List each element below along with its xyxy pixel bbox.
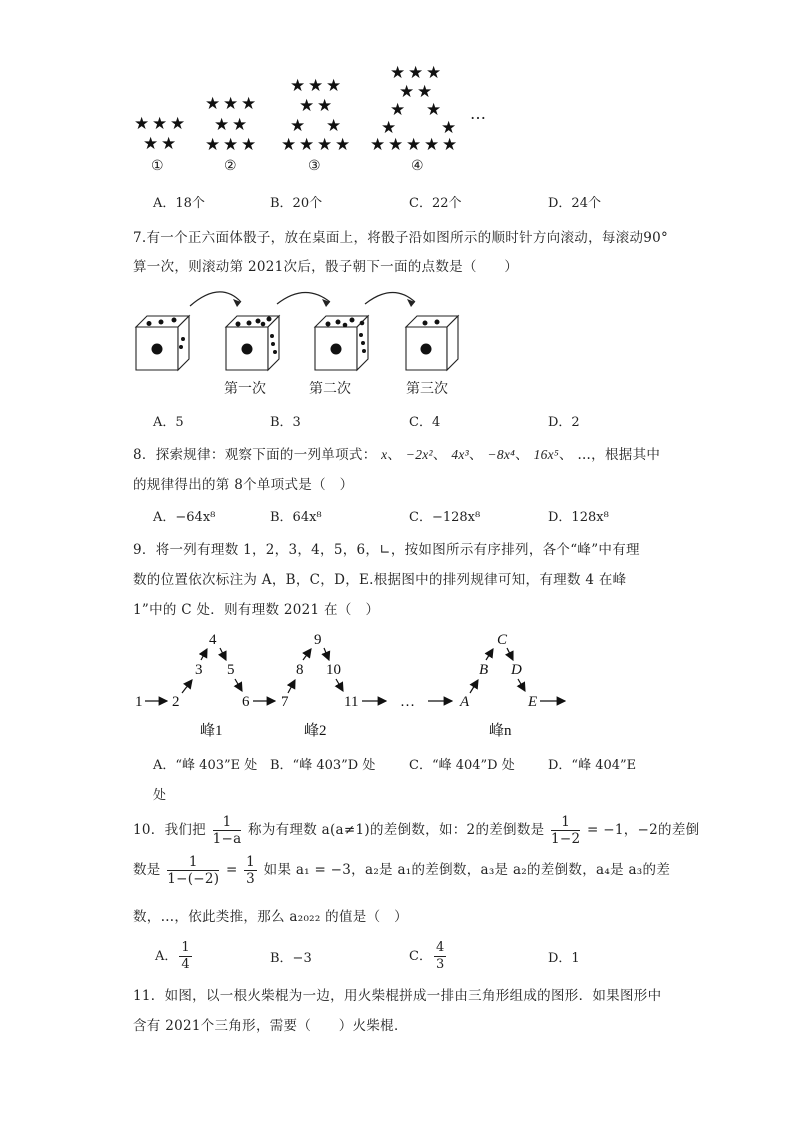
star: ★ bbox=[426, 100, 442, 120]
figure-label: ③ bbox=[308, 158, 321, 174]
star: ★ bbox=[214, 115, 230, 135]
option-c[interactable]: C． $\frac{4}{3}$ bbox=[409, 940, 445, 972]
option-a[interactable]: A．−64x⁸ bbox=[153, 510, 216, 525]
option-c[interactable]: C．“峰 404”D 处 bbox=[409, 758, 515, 773]
star: ★ bbox=[388, 135, 404, 155]
star: ★ bbox=[152, 114, 168, 134]
dice-label-1: 第一次 bbox=[224, 381, 266, 397]
peak-letter: E bbox=[528, 694, 538, 710]
star: ★ bbox=[223, 94, 239, 114]
fraction: $\frac{1}{1-2}$ bbox=[551, 814, 581, 847]
fraction: $\frac{1}{1-(-2)}$ bbox=[167, 854, 220, 887]
option-a[interactable]: A．5 bbox=[153, 415, 184, 430]
q10-part: 10．我们把 bbox=[133, 822, 206, 838]
seq-number: 6 bbox=[242, 694, 250, 710]
star: ★ bbox=[299, 96, 315, 116]
seq-number: 9 bbox=[314, 632, 322, 648]
q10-part: 称为有理数 a(a≠1)的差倒数，如：2的差倒数是 bbox=[248, 822, 545, 838]
star: ★ bbox=[241, 94, 257, 114]
dice-label-2: 第二次 bbox=[309, 381, 351, 397]
option-a[interactable]: A． $\frac{1}{4}$ bbox=[155, 940, 190, 972]
star: ★ bbox=[390, 100, 406, 120]
roll-arrow bbox=[277, 292, 330, 304]
peak-label: 峰1 bbox=[200, 723, 223, 739]
q10-text-line2 bbox=[133, 854, 670, 887]
star: ★ bbox=[205, 94, 221, 114]
seq-number: 11 bbox=[344, 694, 359, 710]
dice-figure bbox=[125, 280, 475, 380]
star: ★ bbox=[299, 135, 315, 155]
q11-text-line1: 11．如图，以一根火柴棍为一边，用火柴棍拼成一排由三角形组成的图形．如果图形中 bbox=[133, 988, 662, 1004]
option-b[interactable]: B．“峰 403”D 处 bbox=[270, 758, 376, 773]
die-4 bbox=[406, 316, 458, 370]
star: ★ bbox=[417, 82, 433, 102]
term: 4x³ bbox=[451, 447, 470, 462]
dice-label-3: 第三次 bbox=[406, 381, 448, 397]
star: ★ bbox=[441, 118, 457, 138]
die-2 bbox=[226, 316, 279, 370]
q8-prefix: 8．探索规律：观察下面的一列单项式： bbox=[133, 447, 377, 463]
option-b[interactable]: B．64x⁸ bbox=[270, 510, 322, 525]
q9-text-line2: 数的位置依次标注为 A，B，C，D，E.根据图中的排列规律可知，有理数 4 在峰 bbox=[133, 572, 627, 588]
q10-part: 数是 bbox=[133, 862, 161, 878]
seq-number: 4 bbox=[209, 632, 217, 648]
equals-sign: = bbox=[225, 862, 238, 878]
star: ★ bbox=[143, 134, 159, 154]
figure-label: ① bbox=[151, 158, 164, 174]
peak-letter: D bbox=[511, 662, 522, 678]
ellipsis: … bbox=[400, 694, 415, 710]
seq-number: 7 bbox=[281, 694, 289, 710]
seq-number: 3 bbox=[195, 662, 203, 678]
q8-text-line1: 8．探索规律：观察下面的一列单项式： x、 −2x²、 4x³、 −8x⁴、 16x⁵、 …，根据其中 bbox=[133, 447, 661, 463]
star: ★ bbox=[370, 135, 386, 155]
star: ★ bbox=[290, 116, 306, 136]
option-d[interactable]: D．2 bbox=[548, 415, 580, 430]
seq-number: 10 bbox=[326, 662, 341, 678]
star: ★ bbox=[399, 82, 415, 102]
star: ★ bbox=[317, 96, 333, 116]
star: ★ bbox=[170, 114, 186, 134]
star: ★ bbox=[442, 135, 458, 155]
peak-letter: B bbox=[479, 662, 489, 678]
star: ★ bbox=[326, 116, 342, 136]
fraction: $\frac{1}{1-a}$ bbox=[212, 814, 242, 847]
star: ★ bbox=[390, 63, 406, 83]
figure-label: ② bbox=[224, 158, 237, 174]
option-wrap: 处 bbox=[153, 788, 167, 803]
seq-number: 8 bbox=[296, 662, 304, 678]
peak-label: 峰n bbox=[489, 723, 512, 739]
peak-label: 峰2 bbox=[304, 723, 327, 739]
roll-arrow bbox=[190, 292, 241, 306]
term: −2x² bbox=[405, 447, 433, 462]
star: ★ bbox=[281, 135, 297, 155]
star: ★ bbox=[241, 135, 257, 155]
option-d[interactable]: D．1 bbox=[548, 951, 580, 966]
star: ★ bbox=[134, 114, 150, 134]
option-b[interactable]: B．3 bbox=[270, 415, 301, 430]
figure-label: ④ bbox=[411, 158, 424, 174]
term: 16x⁵ bbox=[533, 447, 559, 462]
option-a[interactable]: A．“峰 403”E 处 bbox=[153, 758, 258, 773]
star: ★ bbox=[426, 63, 442, 83]
star: ★ bbox=[424, 135, 440, 155]
seq-number: 5 bbox=[227, 662, 235, 678]
peak-letter: C bbox=[497, 632, 508, 648]
star: ★ bbox=[161, 134, 177, 154]
seq-number: 2 bbox=[172, 694, 180, 710]
option-d[interactable]: D．128x⁸ bbox=[548, 510, 609, 525]
roll-arrow bbox=[365, 292, 415, 304]
option-b[interactable]: B．20个 bbox=[270, 196, 323, 211]
q9-text-line3: 1”中的 C 处．则有理数 2021 在（ ） bbox=[133, 602, 380, 618]
peak-letter: A bbox=[460, 694, 470, 710]
star: ★ bbox=[408, 63, 424, 83]
q7-text-line1: 7.有一个正六面体骰子，放在桌面上，将骰子沿如图所示的顺时针方向滚动，每滚动90° bbox=[133, 230, 669, 246]
star: ★ bbox=[290, 76, 306, 96]
option-b[interactable]: B．−3 bbox=[270, 951, 312, 966]
option-d[interactable]: D．“峰 404”E bbox=[548, 758, 637, 773]
star: ★ bbox=[326, 76, 342, 96]
term: x bbox=[381, 447, 388, 462]
q10-part: = −1，−2的差倒 bbox=[587, 822, 700, 838]
q9-text-line1: 9．将一列有理数 1，2，3，4，5，6，∟，按如图所示有序排列，各个“峰”中有理 bbox=[133, 542, 640, 558]
star: ★ bbox=[205, 135, 221, 155]
option-c[interactable]: C．22个 bbox=[409, 196, 462, 211]
q10-part: 如果 a₁ = −3，a₂是 a₁的差倒数，a₃是 a₂的差倒数，a₄是 a₃的差 bbox=[263, 862, 671, 878]
star: ★ bbox=[381, 118, 397, 138]
q8-suffix: …，根据其中 bbox=[577, 447, 661, 463]
die-1 bbox=[136, 316, 189, 370]
q8-text-line2: 的规律得出的第 8个单项式是（ ） bbox=[133, 477, 354, 493]
star: ★ bbox=[317, 135, 333, 155]
q10-text-line3: 数，…，依此类推，那么 a₂₀₂₂ 的值是（ ） bbox=[133, 909, 408, 925]
fraction: $\frac{1}{3}$ bbox=[246, 854, 256, 887]
term: −8x⁴ bbox=[487, 447, 516, 462]
star: ★ bbox=[308, 76, 324, 96]
option-c[interactable]: C．−128x⁸ bbox=[409, 510, 481, 525]
star: ★ bbox=[232, 115, 248, 135]
q11-text-line2: 含有 2021个三角形，需要（ ）火柴棍． bbox=[133, 1018, 408, 1034]
option-c[interactable]: C．4 bbox=[409, 415, 441, 430]
ellipsis: … bbox=[470, 104, 486, 123]
star: ★ bbox=[335, 135, 351, 155]
q10-text-line1 bbox=[133, 814, 699, 847]
option-d[interactable]: D．24个 bbox=[548, 196, 601, 211]
seq-number: 1 bbox=[135, 694, 143, 710]
option-a[interactable]: A．18个 bbox=[153, 196, 205, 211]
q7-text-line2: 算一次，则滚动第 2021次后，骰子朝下一面的点数是（ ） bbox=[133, 259, 519, 275]
star: ★ bbox=[406, 135, 422, 155]
star: ★ bbox=[223, 135, 239, 155]
peak-diagram bbox=[125, 625, 585, 745]
